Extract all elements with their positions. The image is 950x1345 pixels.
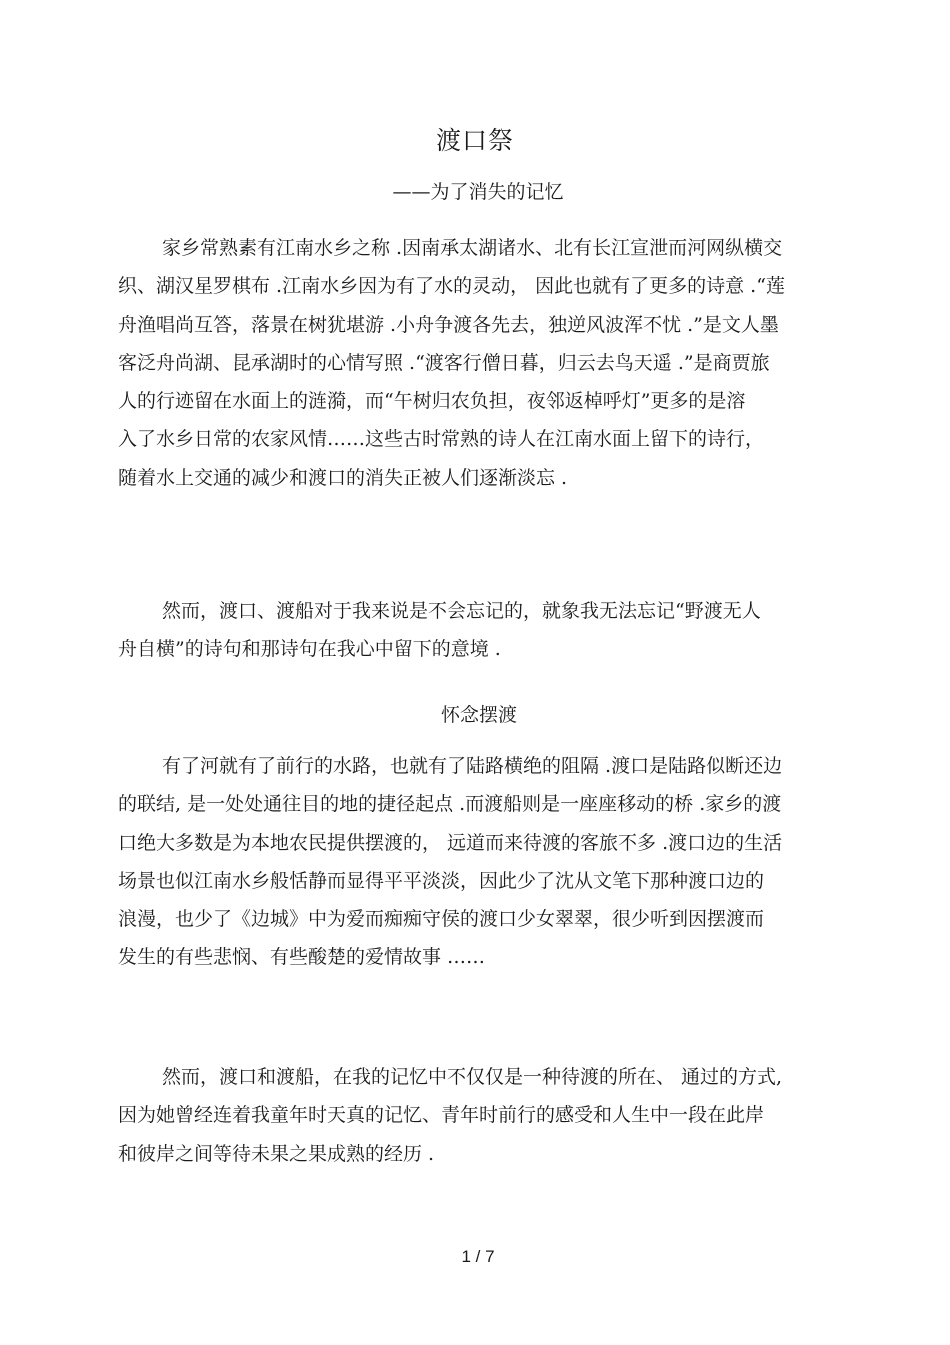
paragraph-line: 因为她曾经连着我童年时天真的记忆、青年时前行的感受和人生中一段在此岸 (118, 1104, 765, 1127)
paragraph-line: 织、湖汉星罗棋布 .江南水乡因为有了水的灵动， 因此也就有了更多的诗意 .“莲 (118, 275, 785, 298)
paragraph-line: 然而，渡口、渡船对于我来说是不会忘记的，就象我无法忘记“野渡无人 (162, 600, 761, 622)
paragraph-line: 有了河就有了前行的水路，也就有了陆路横绝的阻隔 .渡口是陆路似断还边 (162, 755, 783, 777)
paragraph-line: 舟自横”的诗句和那诗句在我心中留下的意境 . (118, 638, 501, 661)
document-title: 渡口祭 (435, 126, 514, 155)
paragraph-line: 的联结, 是一处处通往目的地的捷径起点 .而渡船则是一座座移动的桥 .家乡的渡 (118, 793, 782, 816)
paragraph-intro (118, 229, 840, 497)
paragraph-line: 人的行迹留在水面上的涟漪，而“午树归农负担，夜邻返棹呼灯”更多的是溶 (118, 390, 746, 413)
document-subtitle: ——为了消失的记忆 (392, 181, 564, 203)
paragraph-line: 客泛舟尚湖、昆承湖时的心情写照 .“渡客行僧日暮，归云去鸟天遥 .”是商贾旅 (118, 351, 770, 374)
paragraph-line: 入了水乡日常的农家风情……这些古时常熟的诗人在江南水面上留下的诗行， (118, 428, 765, 451)
paragraph-line: 发生的有些悲悯、有些酸楚的爱情故事 …… (118, 946, 486, 969)
paragraph-line: 然而，渡口和渡船，在我的记忆中不仅仅是一种待渡的所在、 通过的方式, (162, 1066, 783, 1088)
page-number: 1 / 7 (461, 1247, 495, 1266)
paragraph-line: 和彼岸之间等待未果之果成熟的经历 . (118, 1142, 435, 1165)
paragraph-reflection (118, 1058, 840, 1173)
paragraph-line: 浪漫，也少了《边城》中为爱而痴痴守侯的渡口少女翠翠，很少听到因摆渡而 (118, 908, 765, 931)
paragraph-line: 家乡常熟素有江南水乡之称 .因南承太湖诸水、北有长江宣泄而河网纵横交 (162, 237, 783, 259)
paragraph-line: 舟渔唱尚互答，落景在树犹堪游 .小舟争渡各先去，独逆风波浑不忧 .”是文人墨 (118, 313, 779, 336)
paragraph-ferry (118, 747, 840, 977)
paragraph-line: 口绝大多数是为本地农民提供摆渡的， 远道而来待渡的客旅不多 .渡口边的生活 (118, 831, 783, 854)
section-heading: 怀念摆渡 (440, 704, 517, 726)
paragraph-memory (118, 592, 840, 669)
paragraph-line: 随着水上交通的减少和渡口的消失正被人们逐渐淡忘 . (118, 466, 568, 489)
paragraph-line: 场景也似江南水乡般恬静而显得平平淡淡，因此少了沈从文笔下那种渡口边的 (118, 869, 765, 892)
